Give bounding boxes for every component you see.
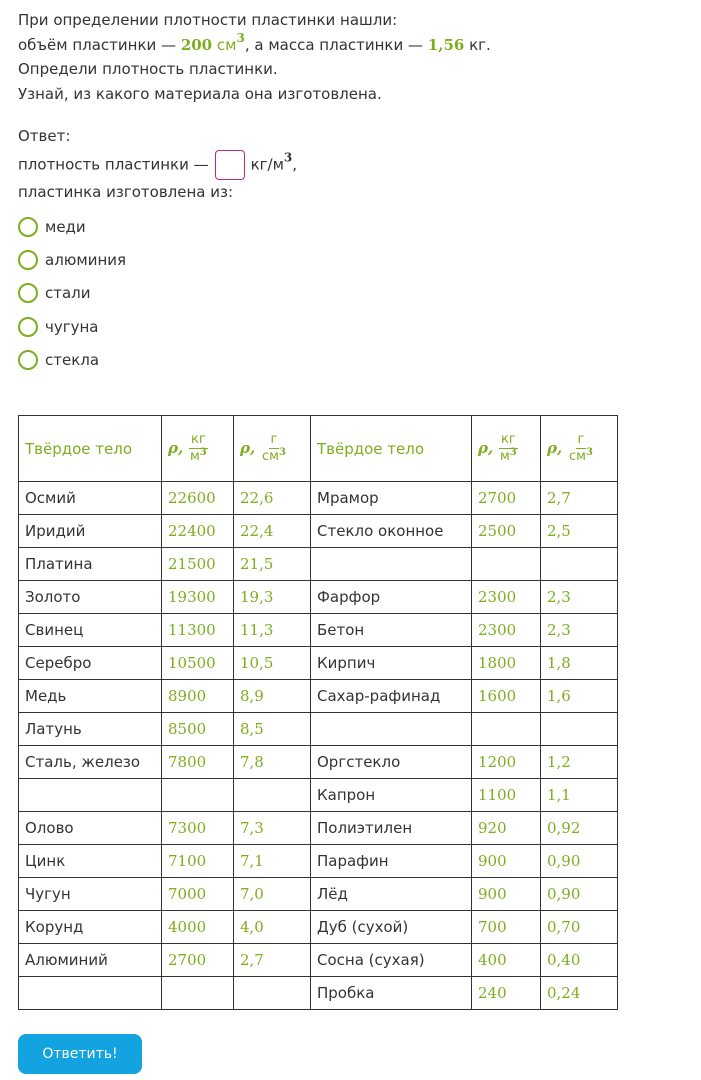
density-kg-m3	[162, 779, 234, 812]
density-g-cm3: 7,8	[234, 746, 311, 779]
density-kg-m3: 22600	[162, 482, 234, 515]
mass-unit: кг.	[464, 35, 491, 54]
density-g-cm3: 1,1	[541, 779, 618, 812]
table-row	[19, 482, 618, 515]
density-kg-m3: 7300	[162, 812, 234, 845]
solid-name: Иридий	[19, 515, 162, 548]
density-g-cm3	[541, 548, 618, 581]
density-g-cm3: 8,9	[234, 680, 311, 713]
solid-name: Корунд	[19, 911, 162, 944]
density-kg-m3: 22400	[162, 515, 234, 548]
problem-line-4: Узнай, из какого материала она изготовлена.	[18, 84, 382, 103]
density-g-cm3: 21,5	[234, 548, 311, 581]
density-g-cm3: 0,90	[541, 845, 618, 878]
problem-line-1: При определении плотности пластинки нашли:	[18, 11, 398, 29]
density-prefix: плотность пластинки —	[18, 155, 209, 174]
density-g-cm3: 1,8	[541, 647, 618, 680]
solid-name: Бетон	[311, 614, 472, 647]
density-kg-m3: 2500	[472, 515, 541, 548]
density-line	[18, 150, 678, 178]
density-g-cm3: 1,6	[541, 680, 618, 713]
answer-label: Ответ:	[18, 127, 71, 145]
solid-name: Стекло оконное	[311, 515, 472, 548]
radio-icon[interactable]	[18, 250, 38, 270]
option-glass[interactable]	[18, 343, 126, 376]
header-rho-g-cm3-left: ρ, $\frac{г}{см^3}$	[234, 416, 311, 482]
density-kg-m3: 8500	[162, 713, 234, 746]
density-kg-m3: 7100	[162, 845, 234, 878]
solid-name: Платина	[19, 548, 162, 581]
density-kg-m3: 700	[472, 911, 541, 944]
radio-icon[interactable]	[18, 350, 38, 370]
table-row	[19, 911, 618, 944]
solid-name: Оргстекло	[311, 746, 472, 779]
solid-name: Капрон	[311, 779, 472, 812]
table-row	[19, 614, 618, 647]
density-g-cm3: 11,3	[234, 614, 311, 647]
density-kg-m3: 2300	[472, 614, 541, 647]
solid-name: Лёд	[311, 878, 472, 911]
density-g-cm3: 2,3	[541, 614, 618, 647]
volume-prefix: объём пластинки —	[18, 35, 181, 54]
solid-name: Цинк	[19, 845, 162, 878]
density-kg-m3: 1200	[472, 746, 541, 779]
table-row	[19, 944, 618, 977]
option-label: алюминия	[45, 250, 127, 269]
density-g-cm3: 0,90	[541, 878, 618, 911]
solid-name: Свинец	[19, 614, 162, 647]
answer-section	[18, 122, 678, 206]
density-g-cm3	[234, 977, 311, 1010]
density-kg-m3: 19300	[162, 581, 234, 614]
table-row	[19, 746, 618, 779]
density-kg-m3: 8900	[162, 680, 234, 713]
option-steel[interactable]	[18, 277, 126, 310]
density-kg-m3: 400	[472, 944, 541, 977]
density-kg-m3: 10500	[162, 647, 234, 680]
density-kg-m3: 920	[472, 812, 541, 845]
solid-name: Парафин	[311, 845, 472, 878]
density-g-cm3: 0,40	[541, 944, 618, 977]
density-kg-m3: 4000	[162, 911, 234, 944]
problem-line-3: Определи плотность пластинки.	[18, 60, 278, 78]
density-table	[18, 415, 618, 1010]
density-kg-m3: 21500	[162, 548, 234, 581]
table-row	[19, 977, 618, 1010]
solid-name: Полиэтилен	[311, 812, 472, 845]
density-kg-m3: 900	[472, 878, 541, 911]
header-rho-g-cm3-right: ρ, $\frac{г}{см^3}$	[541, 416, 618, 482]
density-g-cm3: 22,4	[234, 515, 311, 548]
option-label: меди	[45, 217, 86, 236]
density-g-cm3: 2,7	[234, 944, 311, 977]
density-g-cm3: 7,1	[234, 845, 311, 878]
density-g-cm3: 2,7	[541, 482, 618, 515]
option-label: чугуна	[45, 317, 99, 336]
density-kg-m3: 2700	[472, 482, 541, 515]
table-row	[19, 845, 618, 878]
radio-icon[interactable]	[18, 317, 38, 337]
mass-prefix: , а масса пластинки —	[244, 35, 428, 54]
solid-name: Фарфор	[311, 581, 472, 614]
table-row	[19, 581, 618, 614]
density-g-cm3: 7,0	[234, 878, 311, 911]
submit-button[interactable]: Ответить!	[18, 1034, 142, 1074]
solid-name: Осмий	[19, 482, 162, 515]
solid-name: Кирпич	[311, 647, 472, 680]
density-kg-m3: 900	[472, 845, 541, 878]
density-kg-m3: 240	[472, 977, 541, 1010]
solid-name: Серебро	[19, 647, 162, 680]
density-g-cm3: 2,5	[541, 515, 618, 548]
table-header-row	[19, 416, 618, 482]
density-g-cm3: 8,5	[234, 713, 311, 746]
table-row	[19, 680, 618, 713]
table-row	[19, 647, 618, 680]
solid-name	[311, 713, 472, 746]
radio-icon[interactable]	[18, 217, 38, 237]
volume-value: 200	[180, 35, 213, 54]
density-g-cm3: 19,3	[234, 581, 311, 614]
header-solid-right: Твёрдое тело	[311, 416, 472, 482]
solid-name: Олово	[19, 812, 162, 845]
density-kg-m3: 1800	[472, 647, 541, 680]
density-kg-m3: 1100	[472, 779, 541, 812]
solid-name: Сахар-рафинад	[311, 680, 472, 713]
density-kg-m3: 7000	[162, 878, 234, 911]
solid-name	[19, 977, 162, 1010]
option-label: стали	[45, 284, 91, 303]
solid-name: Чугун	[19, 878, 162, 911]
table-row	[19, 812, 618, 845]
density-g-cm3: 4,0	[234, 911, 311, 944]
option-cast-iron[interactable]	[18, 310, 126, 343]
density-g-cm3: 7,3	[234, 812, 311, 845]
solid-name: Дуб (сухой)	[311, 911, 472, 944]
density-g-cm3	[541, 713, 618, 746]
solid-name: Медь	[19, 680, 162, 713]
density-kg-m3	[472, 713, 541, 746]
radio-icon[interactable]	[18, 283, 38, 303]
table-row	[19, 878, 618, 911]
density-kg-m3	[472, 548, 541, 581]
table-row	[19, 779, 618, 812]
volume-unit: см	[216, 35, 237, 54]
material-label: пластинка изготовлена из:	[18, 183, 234, 201]
table-row	[19, 713, 618, 746]
option-copper[interactable]	[18, 210, 126, 243]
density-unit: кг/м	[250, 155, 284, 174]
problem-statement	[18, 8, 678, 106]
density-kg-m3: 11300	[162, 614, 234, 647]
solid-name	[311, 548, 472, 581]
solid-name: Золото	[19, 581, 162, 614]
solid-name: Алюминий	[19, 944, 162, 977]
density-g-cm3	[234, 779, 311, 812]
header-rho-kg-m3-left: ρ, $\frac{кг}{м^3}$	[162, 416, 234, 482]
header-solid-left: Твёрдое тело	[19, 416, 162, 482]
option-label: стекла	[45, 350, 100, 369]
density-comma: ,	[292, 155, 298, 174]
table-row	[19, 548, 618, 581]
density-g-cm3: 0,70	[541, 911, 618, 944]
mass-value: 1,56	[427, 35, 465, 54]
density-kg-m3: 1600	[472, 680, 541, 713]
solid-name: Сталь, железо	[19, 746, 162, 779]
table-row	[19, 515, 618, 548]
density-kg-m3	[162, 977, 234, 1010]
solid-name: Мрамор	[311, 482, 472, 515]
header-rho-kg-m3-right: ρ, $\frac{кг}{м^3}$	[472, 416, 541, 482]
solid-name: Латунь	[19, 713, 162, 746]
material-options	[18, 210, 126, 376]
density-g-cm3: 0,92	[541, 812, 618, 845]
density-kg-m3: 2300	[472, 581, 541, 614]
density-g-cm3: 22,6	[234, 482, 311, 515]
density-g-cm3: 0,24	[541, 977, 618, 1010]
density-g-cm3: 1,2	[541, 746, 618, 779]
density-g-cm3: 10,5	[234, 647, 311, 680]
option-aluminium[interactable]	[18, 243, 126, 276]
solid-name	[19, 779, 162, 812]
density-input[interactable]	[215, 150, 245, 180]
density-g-cm3: 2,3	[541, 581, 618, 614]
density-exponent: 3	[283, 150, 293, 165]
density-kg-m3: 2700	[162, 944, 234, 977]
volume-exponent: 3	[236, 30, 245, 45]
solid-name: Сосна (сухая)	[311, 944, 472, 977]
solid-name: Пробка	[311, 977, 472, 1010]
problem-line-2	[18, 30, 678, 58]
density-kg-m3: 7800	[162, 746, 234, 779]
